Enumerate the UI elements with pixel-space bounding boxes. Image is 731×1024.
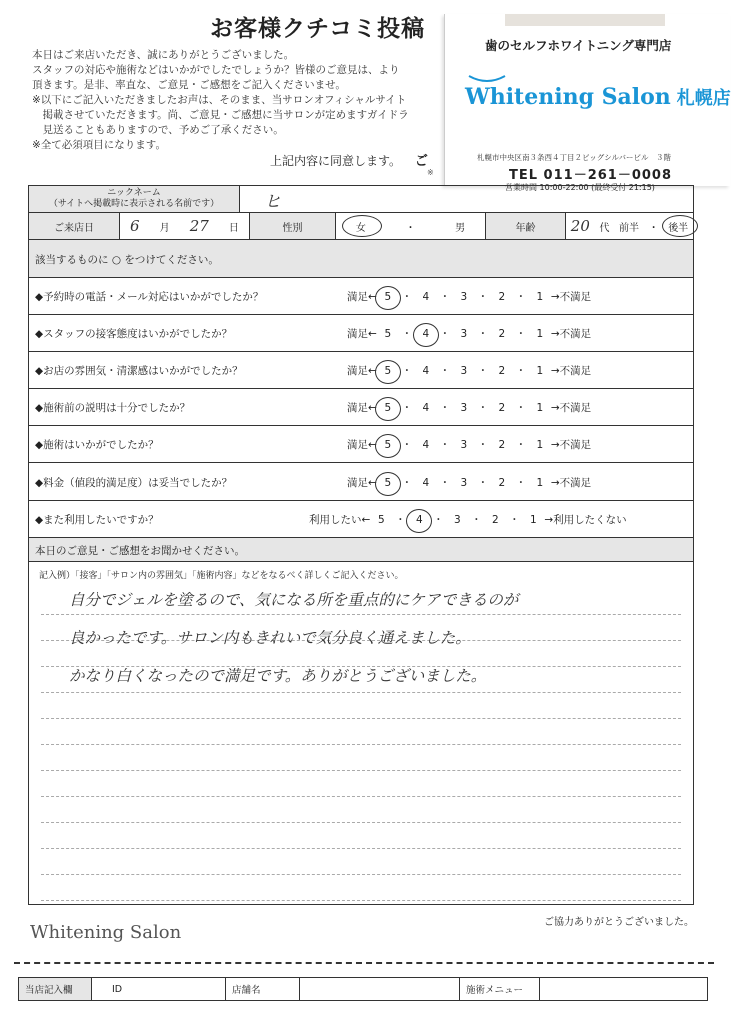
scale-left-label: 満足← xyxy=(347,402,377,415)
scale-option-4[interactable]: 4 xyxy=(422,291,430,303)
gender-female xyxy=(356,219,366,234)
selection-circle xyxy=(375,360,401,384)
intro-line: ※以下にご記入いただきましたお声は、そのまま、当サロンオフィシャルサイト xyxy=(32,94,407,106)
comment-header: 本日のご意見・ご感想をお聞かせください。 xyxy=(35,545,245,557)
scale-separator: ・ xyxy=(477,439,489,452)
scale-separator: ・ xyxy=(515,291,527,303)
scale-right-label: →不満足 xyxy=(550,439,592,452)
scale-separator: ・ xyxy=(401,402,413,415)
scale-left-label: 満足← xyxy=(347,365,377,378)
intro-line: スタッフの対応や施術などはいかがでしたでしょうか？皆様のご意見は、より xyxy=(32,64,400,76)
staff-label: 当店記入欄 xyxy=(19,978,91,1000)
question-text: ◆料金（値段的満足度）は妥当でしたか？ xyxy=(35,476,233,489)
gender-field[interactable] xyxy=(335,213,485,239)
visit-day: 27 xyxy=(189,217,209,235)
scale-right-label: →不満足 xyxy=(550,291,592,303)
staff-store-label: 店舗名 xyxy=(225,978,299,1000)
scale-separator: ・ xyxy=(439,476,451,489)
rating-scale[interactable] xyxy=(347,475,591,490)
scale-option-3[interactable]: 3 xyxy=(460,328,468,341)
selection-circle xyxy=(375,472,401,496)
ruled-line xyxy=(41,718,681,719)
scale-option-3[interactable]: 3 xyxy=(460,291,468,303)
selection-circle xyxy=(406,509,432,533)
scale-option-3[interactable]: 3 xyxy=(460,476,468,489)
age-first-half: 前半 xyxy=(619,222,640,234)
scale-option-2[interactable]: 2 xyxy=(491,513,499,526)
instruction-row xyxy=(29,240,693,278)
selection-circle xyxy=(662,215,698,237)
rating-scale[interactable] xyxy=(347,437,591,452)
nickname-sublabel: （サイトへ掲載時に表示される名前です） xyxy=(48,199,220,209)
scale-option-1[interactable]: 1 xyxy=(536,476,544,489)
visit-date[interactable] xyxy=(119,213,249,239)
scale-option-5[interactable]: 5 xyxy=(377,402,399,414)
scale-option-1[interactable]: 1 xyxy=(536,402,544,415)
scale-option-5[interactable]: 5 xyxy=(377,291,399,303)
scale-left-label: 満足← xyxy=(347,328,377,341)
scale-separator: ・ xyxy=(515,365,527,378)
scale-option-2[interactable]: 2 xyxy=(498,328,506,341)
question-text: ◆スタッフの接客態度はいかがでしたか？ xyxy=(35,328,233,341)
rating-scale[interactable] xyxy=(347,400,591,415)
cut-line xyxy=(14,962,714,964)
age-separator: ・ xyxy=(648,222,659,234)
selection-circle xyxy=(342,215,382,237)
nickname-label: ニックネーム xyxy=(107,188,161,198)
scale-separator: ・ xyxy=(471,513,482,526)
store-category: 歯のセルフホワイトニング専門店 xyxy=(485,38,672,53)
comment-line: 自分でジェルを塗るので、気になる所を重点的にケアできるのが xyxy=(69,591,519,609)
age-unit: 代 xyxy=(599,222,610,234)
day-unit: 日 xyxy=(228,222,239,234)
ruled-line xyxy=(41,900,681,901)
scale-option-5[interactable]: 5 xyxy=(377,477,399,489)
ruled-line xyxy=(41,770,681,771)
page-title: お客様クチコミ投稿 xyxy=(210,16,426,42)
scale-option-4[interactable]: 4 xyxy=(415,328,437,340)
rating-scale[interactable] xyxy=(309,512,627,527)
question-row xyxy=(29,464,693,501)
store-name: 札幌店 xyxy=(676,88,731,109)
scale-option-3[interactable]: 3 xyxy=(460,402,468,415)
ruled-line xyxy=(41,692,681,693)
scale-option-3[interactable]: 3 xyxy=(460,439,468,452)
age-value: 20 xyxy=(570,217,590,235)
question-row xyxy=(29,315,693,352)
scale-option-4[interactable]: 4 xyxy=(422,365,430,378)
scale-option-5[interactable]: 5 xyxy=(377,513,385,526)
scale-separator: ・ xyxy=(439,365,451,378)
intro-line: 掲載させていただきます。尚、ご意見・ご感想に当サロンが定めますガイドラ xyxy=(32,109,409,121)
scale-option-1[interactable]: 1 xyxy=(536,365,544,378)
intro-line: ※全て必須項目になります。 xyxy=(32,139,166,151)
scale-right-label: →不満足 xyxy=(550,365,592,378)
store-hours: 営業時間 10:00-22:00 (最終受付 21:15) xyxy=(505,183,655,192)
gender-male: 男 xyxy=(455,222,466,234)
question-text: ◆また利用したいですか？ xyxy=(35,513,159,526)
question-text: ◆施術前の説明は十分でしたか？ xyxy=(35,402,191,415)
staff-menu-label: 施術メニュー xyxy=(459,978,539,1000)
store-address: 札幌市中央区南３条西４丁目２ビッグシルバービル ３階 xyxy=(477,153,671,162)
scale-left-label: 利用したい← xyxy=(309,513,371,526)
scale-option-5[interactable]: 5 xyxy=(384,328,392,341)
instruction-text: 該当するものに ○ をつけてください。 xyxy=(35,254,219,266)
agree-line xyxy=(270,150,428,169)
footer-logo: Whitening Salon xyxy=(30,922,182,943)
survey-form xyxy=(28,185,694,905)
ruled-line xyxy=(41,796,681,797)
gender-female-label: 女 xyxy=(355,222,366,234)
intro-line: 頂きます。是非、率直な、ご意見・ご感想をご記入くださいませ。 xyxy=(32,79,346,91)
scale-separator: ・ xyxy=(439,328,451,341)
scale-right-label: →不満足 xyxy=(550,402,592,415)
comment-header-row xyxy=(29,538,693,562)
intro-line: 本日はご来店いただき、誠にありがとうございました。 xyxy=(32,49,295,61)
brand-logo-text: Whitening Salon xyxy=(465,84,671,110)
scale-separator: ・ xyxy=(515,476,527,489)
scale-separator: ・ xyxy=(433,513,444,526)
question-row xyxy=(29,426,693,463)
question-row xyxy=(29,501,693,538)
scale-right-label: →不満足 xyxy=(550,476,592,489)
scale-option-2[interactable]: 2 xyxy=(498,402,506,415)
nickname-row xyxy=(29,186,693,213)
scale-left-label: 満足← xyxy=(347,291,377,303)
ruled-line xyxy=(41,822,681,823)
scale-option-5[interactable]: 5 xyxy=(377,439,399,451)
scale-separator: ・ xyxy=(477,328,489,341)
intro-line: 見送ることもありますので、予めご了承ください。 xyxy=(32,124,284,136)
scale-separator: ・ xyxy=(515,328,527,341)
ruled-line xyxy=(41,744,681,745)
gender-separator: ・ xyxy=(405,222,416,234)
scale-separator: ・ xyxy=(439,439,451,452)
question-row xyxy=(29,389,693,426)
scale-separator: ・ xyxy=(515,402,527,415)
visit-row xyxy=(29,213,693,240)
age-second-label: 後半 xyxy=(668,222,689,234)
scale-option-4[interactable]: 4 xyxy=(422,402,430,415)
rating-scale[interactable] xyxy=(347,289,591,304)
visit-label: ご来店日 xyxy=(29,213,119,239)
thanks-text: ご協力ありがとうございました。 xyxy=(544,917,694,928)
store-card xyxy=(444,14,731,192)
rating-scale[interactable] xyxy=(347,363,591,378)
scale-right-label: →利用したくない xyxy=(544,513,627,526)
scale-option-1[interactable]: 1 xyxy=(536,328,544,341)
question-text: ◆予約時の電話・メール対応はいかがでしたか？ xyxy=(35,291,264,303)
scale-separator: ・ xyxy=(401,328,413,341)
scale-left-label: 満足← xyxy=(347,439,377,452)
gender-label: 性別 xyxy=(249,213,335,239)
scale-separator: ・ xyxy=(401,439,413,452)
question-row xyxy=(29,352,693,389)
selection-circle xyxy=(375,434,401,458)
staff-store-field[interactable] xyxy=(299,978,459,1000)
scale-option-1[interactable]: 1 xyxy=(529,513,537,526)
ruled-line xyxy=(41,848,681,849)
agree-text: 上記内容に同意します。 xyxy=(270,154,402,168)
scale-left-label: 満足← xyxy=(347,476,377,489)
ruled-line xyxy=(41,614,681,615)
age-label: 年齢 xyxy=(485,213,565,239)
nickname-label-cell xyxy=(29,186,239,212)
scale-separator: ・ xyxy=(439,291,451,303)
brand-logo xyxy=(465,84,731,110)
scale-option-5[interactable]: 5 xyxy=(377,365,399,377)
visit-month: 6 xyxy=(130,217,140,235)
scale-option-1[interactable]: 1 xyxy=(536,439,544,452)
ruled-line xyxy=(41,874,681,875)
scale-separator: ・ xyxy=(401,476,413,489)
scale-option-2[interactable]: 2 xyxy=(498,291,506,303)
question-text: ◆お店の雰囲気・清潔感はいかがでしたか？ xyxy=(35,365,243,378)
scale-option-2[interactable]: 2 xyxy=(498,365,506,378)
age-second-half xyxy=(668,219,688,234)
selection-circle xyxy=(413,323,439,347)
scale-option-3[interactable]: 3 xyxy=(453,513,461,526)
scale-separator: ・ xyxy=(477,476,489,489)
scale-option-4[interactable]: 4 xyxy=(422,476,430,489)
agree-note: ※ xyxy=(427,168,434,177)
scale-option-4[interactable]: 4 xyxy=(422,439,430,452)
scale-separator: ・ xyxy=(477,291,489,303)
nickname-value[interactable]: ヒ xyxy=(239,186,693,212)
scale-separator: ・ xyxy=(401,365,413,378)
scale-option-1[interactable]: 1 xyxy=(536,291,544,303)
agree-mark: ご xyxy=(414,154,428,169)
scale-separator: ・ xyxy=(477,402,489,415)
scale-option-2[interactable]: 2 xyxy=(498,476,506,489)
question-row xyxy=(29,278,693,315)
rating-scale[interactable] xyxy=(347,326,591,341)
selection-circle xyxy=(375,286,401,310)
comment-example: 記入例）「接客」「サロン内の雰囲気」「施術内容」などをなるべく詳しくご記入ください。 xyxy=(39,571,404,581)
scale-separator: ・ xyxy=(401,291,413,303)
scale-separator: ・ xyxy=(509,513,520,526)
scale-separator: ・ xyxy=(515,439,527,452)
scale-separator: ・ xyxy=(439,402,451,415)
comment-line: 良かったです。サロン内もきれいで気分良く通えました。 xyxy=(69,629,471,647)
intro-text xyxy=(32,48,409,153)
staff-section xyxy=(18,977,708,1001)
scale-separator: ・ xyxy=(395,513,406,526)
age-field[interactable] xyxy=(565,213,693,239)
scale-option-4[interactable]: 4 xyxy=(408,514,430,526)
staff-id-label: ID xyxy=(91,978,225,1000)
scale-option-2[interactable]: 2 xyxy=(498,439,506,452)
scale-right-label: →不満足 xyxy=(550,328,592,341)
scale-option-3[interactable]: 3 xyxy=(460,365,468,378)
staff-menu-field[interactable] xyxy=(539,978,707,1000)
scale-separator: ・ xyxy=(477,365,489,378)
question-text: ◆施術はいかがでしたか？ xyxy=(35,439,159,452)
selection-circle xyxy=(375,397,401,421)
tape-strip xyxy=(505,14,665,26)
month-unit: 月 xyxy=(159,222,170,234)
store-phone: TEL 011－261－0008 xyxy=(509,168,673,183)
comment-line: かなり白くなったので満足です。ありがとうございました。 xyxy=(69,667,487,685)
